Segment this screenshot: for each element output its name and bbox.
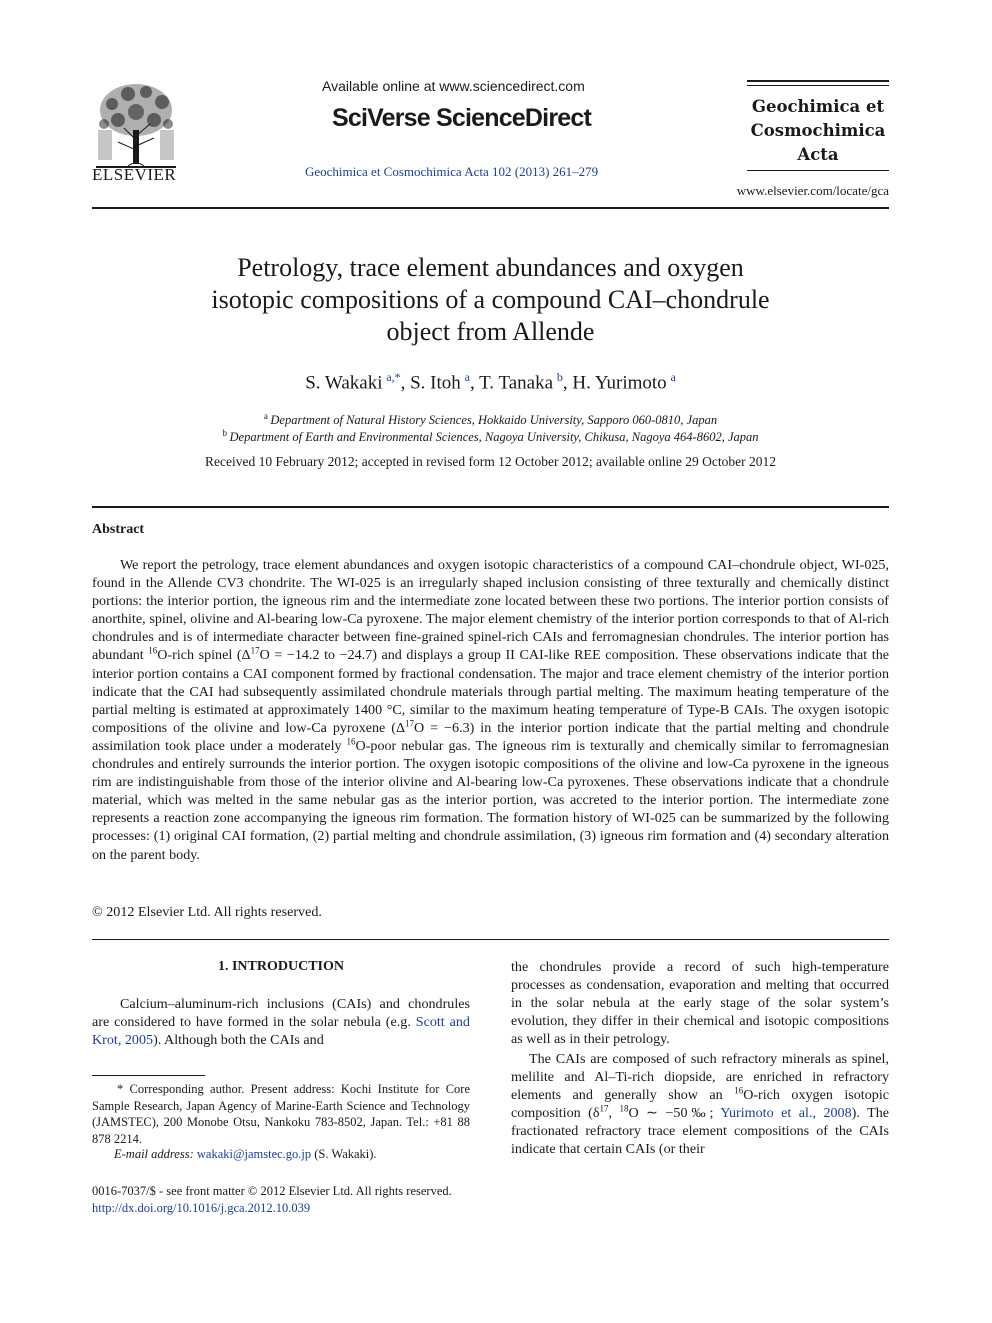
header-divider <box>92 207 889 209</box>
isotope-superscript: 17 <box>599 1103 609 1114</box>
author-affiliation-marker[interactable]: a <box>464 370 470 384</box>
abstract-top-rule <box>92 506 889 508</box>
abstract-text <box>92 556 889 864</box>
email-link[interactable]: wakaki@jamstec.go.jp <box>196 1147 312 1161</box>
paragraph-text: The CAIs are composed of such refractory minerals as spinel, melilite and Al–Ti-rich diopside, are enriched in refractory elements and generally show an <box>511 1051 889 1104</box>
author-separator: , <box>562 372 573 394</box>
affiliation <box>92 411 889 428</box>
author-name[interactable]: T. Tanaka <box>479 372 554 394</box>
body-paragraph <box>511 1050 889 1159</box>
received-dates: Received 10 February 2012; accepted in revised form 12 October 2012; available online 29 October 2012 <box>205 454 776 469</box>
issn-line: 0016-7037/$ - see front matter © 2012 Elsevier Ltd. All rights reserved. <box>92 1184 452 1198</box>
isotope-superscript: 17 <box>405 718 415 729</box>
email-suffix: (S. Wakaki). <box>311 1147 377 1161</box>
journal-name-line: Cosmochimica <box>750 121 886 140</box>
author-name[interactable]: S. Itoh <box>410 372 461 394</box>
abstract-text-part: We report the petrology, trace element abundances and oxygen isotopic characteristics of a compound CAI–chondrule object, WI-025, found in the Allende CV3 chondrite. The WI-025 is an irregularly shaped inclusion consisting of three texturally and chemically distinct portions: the interior portion, the igneous rim and the intermediate zone located between these two portions. The interior portion consists of anorthite, spinel, olivine and Al-bearing low-Ca pyroxene. The major element chemistry of the interior portion corresponds to that of Al-rich chondrules and is of intermediate character between fine-grained spinel-rich CAIs and ferromagnesian chondrules. The interior portion has abundant <box>92 557 889 664</box>
intro-paragraph <box>92 995 470 1049</box>
footnote-rule <box>92 1075 205 1076</box>
paragraph-text: O-rich oxygen isotopic composition (δ <box>511 1087 889 1122</box>
journal-citation-link[interactable]: Geochimica et Cosmochimica Acta 102 (2013) 261–279 <box>305 164 599 179</box>
abstract-text-part: O = −6.3) in the interior portion indicate that the partial melting and chondrule assimilation took place under a moderately <box>92 719 889 754</box>
footnote-marker: * <box>116 1082 124 1096</box>
paragraph-text: , <box>608 1105 620 1122</box>
author-separator: , <box>469 372 480 394</box>
isotope-superscript: 17 <box>250 645 260 656</box>
affiliation-text: Department of Earth and Environmental Sciences, Nagoya University, Chikusa, Nagoya 464-8602, Japan <box>229 430 759 445</box>
abstract-heading: Abstract <box>92 522 145 537</box>
title-line: object from Allende <box>386 317 595 346</box>
paragraph-text: ). Although both the CAIs and <box>153 1032 324 1049</box>
abstract-text-part: O = −14.2 to −24.7) and displays a group II CAI-like REE composition. These observations indicate that the interior portion contains a CAI component formed by fractional condensation. The major and trace element chemistry of the interior portion indicate that the CAI had subsequently assimilated chondrule materials through partial melting. The maximum heating temperature of the partial melting is estimated at approximately 1400 °C, similar to the maximum heating temperature of Type-B CAIs. The oxygen isotopic compositions of the olivine and low-Ca pyroxene (Δ <box>92 647 889 736</box>
journal-homepage-link[interactable]: www.elsevier.com/locate/gca <box>736 183 889 198</box>
elsevier-wordmark: ELSEVIER <box>92 165 177 184</box>
isotope-superscript: 16 <box>148 645 158 656</box>
paragraph-text: O ∼ −50‰; <box>628 1105 721 1122</box>
email-label: E-mail address: <box>114 1147 194 1161</box>
title-line: isotopic compositions of a compound CAI–chondrule <box>211 285 770 314</box>
sciverse-sciencedirect-logo: SciVerse ScienceDirect <box>332 104 591 132</box>
header-rule <box>747 80 889 82</box>
email-footnote <box>92 1147 470 1162</box>
body-paragraph: the chondrules provide a record of such high-temperature processes as condensation, evaporation and melting that occurred in the solar nebula at the early stage of the solar system’s evolution, they differ in their chemical and isotopic compositions as well as in their petrology. <box>511 959 889 1048</box>
author-affiliation-marker[interactable]: b <box>556 370 563 384</box>
affiliation-marker: a <box>263 411 268 421</box>
author-affiliation-marker[interactable]: a,* <box>386 370 401 384</box>
abstract-text-part: O-rich spinel (Δ <box>157 647 251 664</box>
title-line: Petrology, trace element abundances and oxygen <box>237 253 744 282</box>
journal-name <box>747 95 889 167</box>
author-name[interactable]: S. Wakaki <box>305 372 383 394</box>
author-separator: , <box>400 372 411 394</box>
abstract-copyright: © 2012 Elsevier Ltd. All rights reserved. <box>92 904 322 920</box>
header-rule <box>747 170 889 171</box>
affiliation <box>92 428 889 445</box>
corresponding-author-footnote <box>92 1081 470 1147</box>
abstract-bottom-rule <box>92 939 889 940</box>
isotope-superscript: 16 <box>346 736 356 747</box>
journal-name-line: Acta <box>797 145 839 164</box>
article-title <box>92 252 889 348</box>
available-online-text: Available online at www.sciencedirect.com <box>322 78 585 94</box>
header-rule <box>747 85 889 86</box>
abstract-text-part: O-poor nebular gas. The igneous rim is texturally and chemically similar to ferromagnesian chondrules and entirely surrounds the interior portion. The oxygen isotopic compositions of the olivine and low-Ca pyroxene in the igneous rim are indistinguishable from those of the interior olivine and Al-bearing low-Ca pyroxenes. These observations indicate that a chondrule material, which was melted in the same nebular gas as the interior portion, was accreted to the interior portion. The intermediate zone represents a reaction zone accompanying the igneous rim formation. The formation history of WI-025 can be summarized by the following processes: (1) original CAI formation, (2) partial melting and chondrule assimilation, (3) igneous rim formation and (4) secondary alteration on the parent body. <box>92 737 889 863</box>
doi-link[interactable]: http://dx.doi.org/10.1016/j.gca.2012.10.039 <box>92 1201 311 1215</box>
citation-link[interactable]: Scott and Krot, 2005 <box>92 1014 470 1049</box>
footnote-text: Corresponding author. Present address: Kochi Institute for Core Sample Research, Japan Agency of Marine-Earth Science and Technology (JAMSTEC), 200 Monobe Otsu, Nankoku 783-8502, Japan. Tel.: +81 88 878 2214. <box>92 1082 470 1146</box>
paragraph-text: Calcium–aluminum-rich inclusions (CAIs) and chondrules are considered to have formed in the solar nebula (e.g. <box>92 996 470 1031</box>
affiliation-text: Department of Natural History Sciences, Hokkaido University, Sapporo 060-0810, Japan <box>270 413 718 428</box>
author-affiliation-marker[interactable]: a <box>670 370 676 384</box>
isotope-superscript: 16 <box>734 1085 744 1096</box>
section-heading: 1. INTRODUCTION <box>217 959 344 974</box>
affiliation-marker: b <box>222 428 227 438</box>
paragraph-text: ). The fractionated refractory trace element compositions of the CAIs indicate that certain CAIs (or their <box>511 1105 890 1158</box>
author-name[interactable]: H. Yurimoto <box>572 372 667 394</box>
citation-link[interactable]: Yurimoto et al., 2008 <box>720 1105 852 1122</box>
journal-name-line: Geochimica et <box>751 97 885 116</box>
isotope-superscript: 18 <box>619 1103 629 1114</box>
author-list <box>92 370 889 394</box>
